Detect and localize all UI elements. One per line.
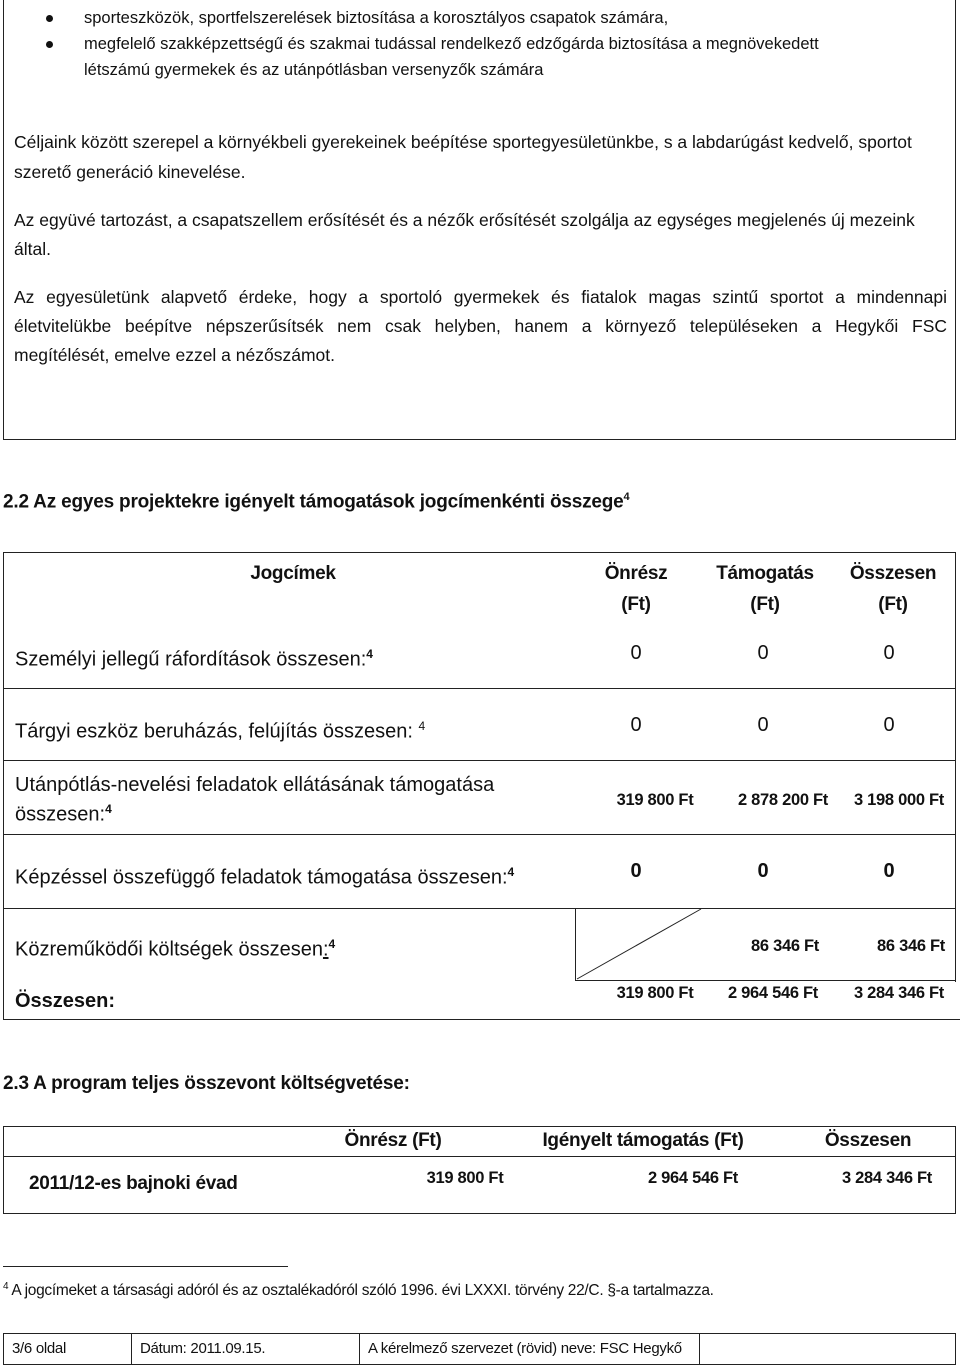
footer-page-number: 3/6 oldal bbox=[4, 1334, 132, 1364]
section-2-3-title: 2.3 A program teljes összevont költségvetése: bbox=[3, 1073, 410, 1094]
cell-onresz: 0 bbox=[630, 642, 642, 664]
row-label-szemelyi: Személyi jellegű ráfordítások összesen:$^4$ bbox=[15, 647, 373, 671]
row-label-osszesen: Összesen: bbox=[15, 990, 116, 1012]
header-onresz-unit: (Ft) bbox=[621, 594, 651, 615]
cell-osszesen: 3 198 000 Ft bbox=[854, 791, 944, 809]
header-osszesen-unit: (Ft) bbox=[878, 594, 908, 615]
paragraph-goals-line2: szerető generáció kinevelése. bbox=[14, 162, 246, 182]
header-igenyelt: Igényelt támogatás (Ft) bbox=[542, 1130, 744, 1151]
cell-tamogatas: 0 bbox=[757, 860, 769, 882]
footer-organization: A kérelmező szervezet (rövid) neve: FSC Hegykő bbox=[360, 1334, 700, 1364]
row-label-kepzes: Képzéssel összefüggő feladatok támogatása összesen:$^4$ bbox=[15, 865, 515, 889]
header-tamogatas-unit: (Ft) bbox=[750, 594, 780, 615]
header-osszesen: Összesen bbox=[824, 1130, 912, 1151]
row-label-kozremukodoi: Közreműködői költségek összesen:$^4$ bbox=[15, 937, 336, 961]
cell-tamogatas: 2 878 200 Ft bbox=[738, 791, 828, 809]
header-jogcimek: Jogcímek bbox=[250, 563, 336, 584]
bullet-icon bbox=[46, 41, 53, 48]
row-label-season: 2011/12-es bajnoki évad bbox=[29, 1173, 238, 1194]
row-label-utanpotlas: Utánpótlás-nevelési feladatok ellátásának támogatása összesen:$^4$ bbox=[15, 774, 495, 826]
cell-tamogatas: 86 346 Ft bbox=[751, 937, 819, 955]
cell-onresz-total: 319 800 Ft bbox=[616, 984, 694, 1002]
footnote: $^4$ A jogcímeket a társasági adóról és az osztalékadóról szóló 1996. évi LXXXI. törvény 22/C. §-a tartalmazza. bbox=[3, 1281, 714, 1300]
paragraph-interest-line2: életvitelükbe beépítve népszerűsítsék nem csak helyben, hanem a környező településeken a Hegykői FSC bbox=[14, 316, 947, 336]
diagonal-strike bbox=[575, 908, 703, 980]
cell-osszesen: 0 bbox=[883, 860, 895, 882]
cell-tamogatas: 0 bbox=[757, 642, 769, 664]
bullet-icon bbox=[46, 15, 53, 22]
footer-date: Dátum: 2011.09.15. bbox=[132, 1334, 360, 1364]
section-2-2-title: 2.2 Az egyes projektekre igényelt támogatások jogcímenkénti összege$^4$ bbox=[3, 491, 630, 513]
header-onresz: Önrész bbox=[604, 563, 668, 584]
cell-onresz: 319 800 Ft bbox=[616, 791, 694, 809]
header-osszesen: Összesen bbox=[849, 563, 937, 584]
cell-onresz: 0 bbox=[630, 860, 642, 882]
cell-tamogatas: 0 bbox=[757, 714, 769, 736]
header-onresz: Önrész (Ft) bbox=[344, 1130, 442, 1151]
cell-onresz: 319 800 Ft bbox=[426, 1169, 504, 1187]
cell-onresz: 0 bbox=[630, 714, 642, 736]
row-label-targyi: Tárgyi eszköz beruházás, felújítás összesen: $^4$ bbox=[15, 719, 426, 743]
cell-osszesen: 3 284 346 Ft bbox=[842, 1169, 932, 1187]
bullet-item: sporteszközök, sportfelszerelések biztosítása a korosztályos csapatok számára, bbox=[0, 6, 960, 31]
paragraph-unity-line2: által. bbox=[14, 239, 51, 259]
cell-osszesen: 0 bbox=[883, 714, 895, 736]
page-footer bbox=[3, 1333, 956, 1365]
paragraph-goals-line1: Céljaink között szerepel a környékbeli gyerekeinek beépítése sportegyesületünkbe, s a labdarúgást kedvelő, sportot bbox=[14, 132, 912, 152]
cell-osszesen: 86 346 Ft bbox=[877, 937, 945, 955]
paragraph-interest-line1: Az egyesületünk alapvető érdeke, hogy a sportoló gyermekek és fiatalok magas szintű sportot a mindennapi bbox=[14, 287, 947, 307]
header-tamogatas: Támogatás bbox=[716, 563, 814, 584]
budget-summary-table bbox=[3, 1126, 956, 1214]
cell-igenyelt: 2 964 546 Ft bbox=[648, 1169, 738, 1187]
footnote-rule bbox=[3, 1266, 288, 1267]
bullet-continuation: létszámú gyermekek és az utánpótlásban versenyzők számára bbox=[84, 61, 544, 79]
cell-osszesen-total: 3 284 346 Ft bbox=[854, 984, 944, 1002]
paragraph-unity-line1: Az együvé tartozást, a csapatszellem erősítését és a nézők erősítését szolgálja az egységes megjelenés új mezeink bbox=[14, 210, 915, 230]
paragraph-interest-line3: megítélését, emelve ezzel a nézőszámot. bbox=[14, 345, 335, 365]
cell-osszesen: 0 bbox=[883, 642, 895, 664]
bullet-item: megfelelő szakképzettségű és szakmai tudással rendelkező edzőgárda biztosítása a megnövekedett bbox=[0, 32, 960, 57]
cell-tamogatas-total: 2 964 546 Ft bbox=[728, 984, 818, 1002]
grants-by-category-table bbox=[3, 552, 956, 1020]
